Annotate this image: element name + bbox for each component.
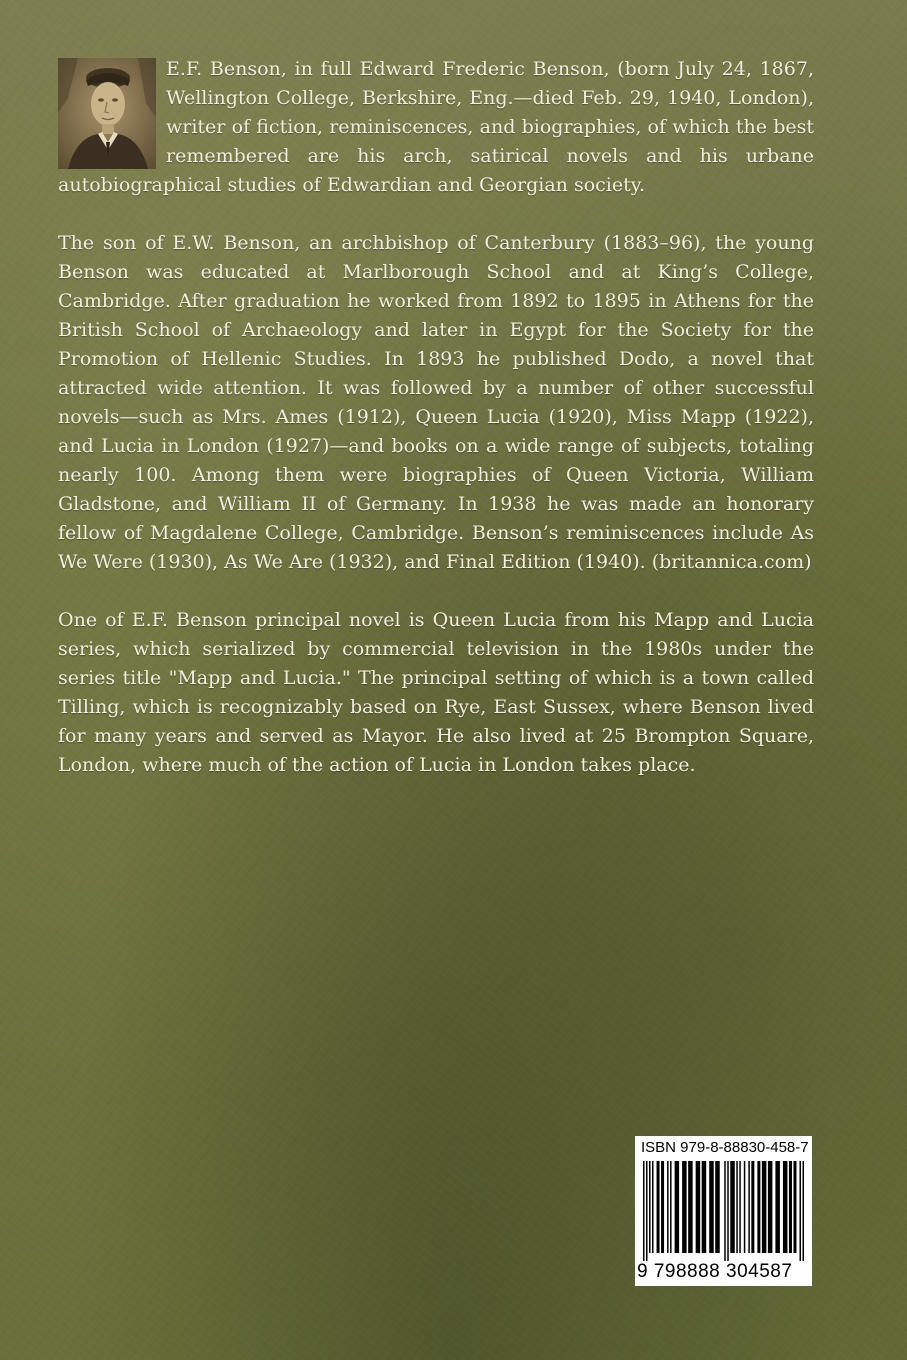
barcode-bar	[682, 1161, 687, 1253]
bio-paragraph-3: One of E.F. Benson principal novel is Queen Lucia from his Mapp and Lucia series, which serialized by commercial television in the 1980s under the series title "Mapp and Lucia." The principal setting of which is a town called Tilling, which is recognizably based on Rye, East Sussex, where Benson lived for many years and served as Mayor. He also lived at 25 Brompton Square, London, where much of the action of Lucia in London takes place.	[58, 609, 814, 776]
barcode-bar	[661, 1161, 664, 1253]
barcode-bar	[724, 1161, 726, 1261]
barcode-bar	[730, 1161, 735, 1253]
barcode-bar	[757, 1161, 760, 1253]
isbn-label: ISBN 979-8-88830-458-7	[641, 1139, 809, 1156]
barcode-bar	[727, 1161, 729, 1261]
author-biography	[58, 55, 814, 809]
barcode-bar	[649, 1161, 651, 1253]
barcode-bar	[670, 1161, 672, 1253]
barcode-bar	[803, 1161, 805, 1261]
barcode-bar	[652, 1161, 654, 1253]
isbn-barcode	[635, 1136, 812, 1286]
barcode-bar	[775, 1161, 780, 1253]
barcode-bar	[657, 1161, 660, 1253]
author-portrait-image	[58, 58, 156, 169]
barcode-bar	[715, 1161, 720, 1253]
barcode-bar	[709, 1161, 714, 1253]
barcode-bar	[688, 1161, 693, 1253]
bio-paragraph-1-text: E.F. Benson, in full Edward Frederic Benson, (born July 24, 1867, Wellington College, Berkshire, Eng.—died Feb. 29, 1940, London), writer of fiction, reminiscences, and biographies, of which the best remembered are his arch, satirical novels and his urbane autobiographical studies of Edwardian and Georgian society.	[58, 58, 814, 196]
barcode-number: 9 798888 304587	[637, 1261, 793, 1282]
barcode-bar	[646, 1161, 648, 1261]
barcode-bar	[793, 1161, 796, 1253]
bio-paragraph-1	[58, 55, 814, 200]
barcode-bar	[768, 1161, 773, 1253]
barcode-bar	[667, 1161, 669, 1253]
barcode-bar	[675, 1161, 680, 1253]
barcode-bar	[783, 1161, 788, 1253]
barcode-bar	[643, 1161, 645, 1261]
barcode-bar	[789, 1161, 792, 1253]
barcode-bars	[643, 1161, 804, 1261]
barcode-bar	[748, 1161, 750, 1253]
bio-paragraph-2: The son of E.W. Benson, an archbishop of Canterbury (1883–96), the young Benson was educated at Marlborough School and at King’s College, Cambridge. After graduation he worked from 1892 to 1895 in Athens for the British School of Archaeology and later in Egypt for the Society for the Promotion of Hellenic Studies. In 1893 he published Dodo, a novel that attracted wide attention. It was followed by a number of other successful novels—such as Mrs. Ames (1912), Queen Lucia (1920), Miss Mapp (1922), and Lucia in London (1927)—and books on a wide range of subjects, totaling nearly 100. Among them were biographies of Queen Victoria, William Gladstone, and William II of Germany. In 1938 he was made an honorary fellow of Magdalene College, Cambridge. Benson’s reminiscences include As We Were (1930), As We Are (1932), and Final Edition (1940). (britannica.com)	[58, 232, 814, 573]
barcode-bar	[702, 1161, 707, 1253]
barcode-bar	[739, 1161, 741, 1253]
barcode-bar	[744, 1161, 746, 1253]
barcode-bar	[799, 1161, 801, 1261]
barcode-bar	[762, 1161, 767, 1253]
barcode-bar	[751, 1161, 754, 1253]
barcode-bar	[736, 1161, 738, 1253]
barcode-bar	[696, 1161, 701, 1253]
